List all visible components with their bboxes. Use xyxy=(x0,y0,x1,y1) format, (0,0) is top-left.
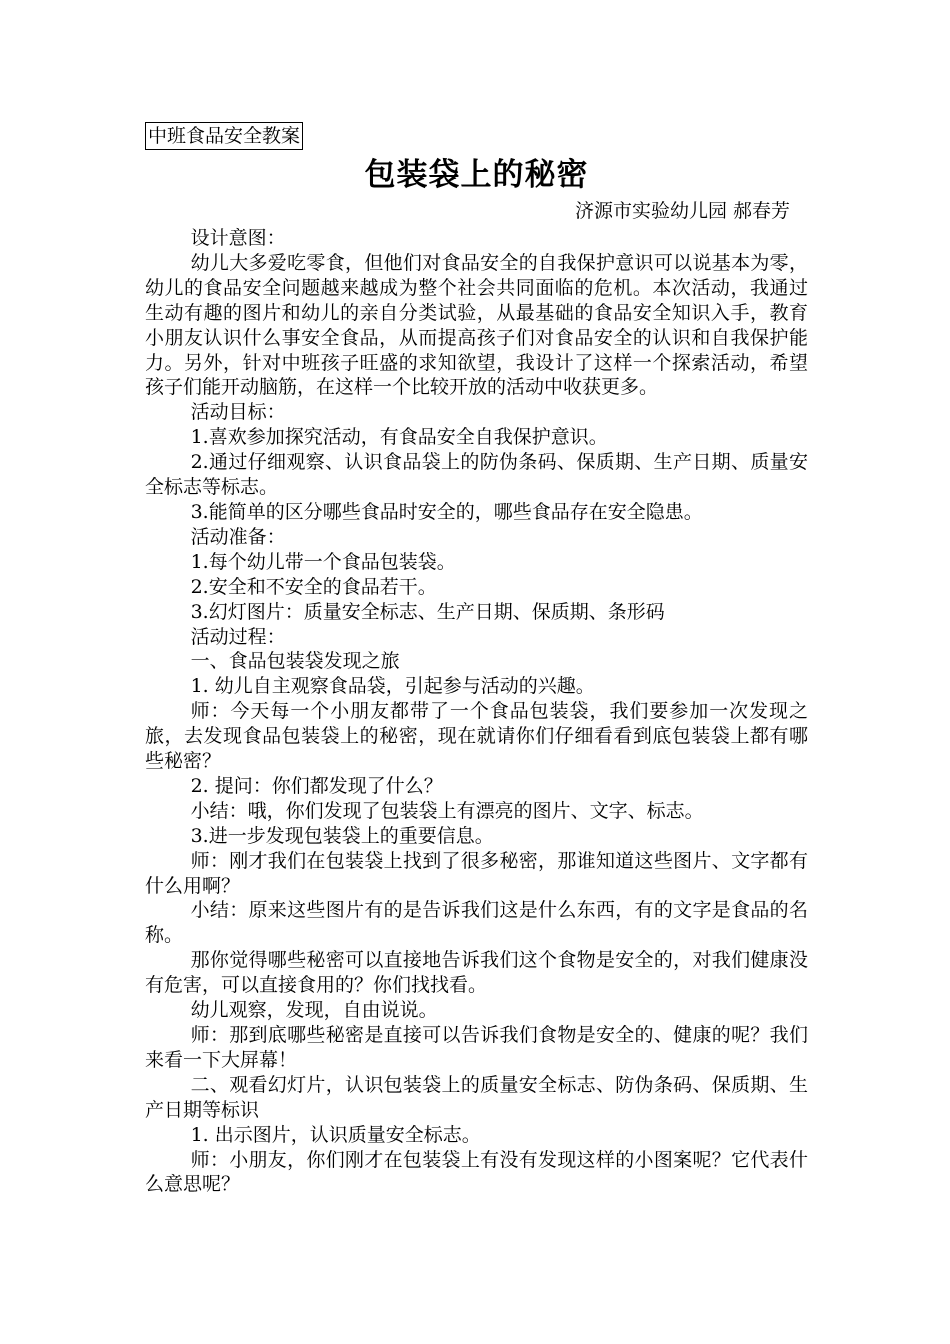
paragraph: 活动准备： xyxy=(190,525,286,548)
paragraph: 师：那到底哪些秘密是直接可以告诉我们食物是安全的、健康的呢？我们来看一下大屏幕！ xyxy=(145,1024,808,1071)
paragraph: 1. 幼儿自主观察食品袋，引起参与活动的兴趣。 xyxy=(190,675,595,698)
paragraph: 小结：原来这些图片有的是告诉我们这是什么东西，有的文字是食品的名称。 xyxy=(145,899,808,947)
paragraph: 3.能简单的区分哪些食品时安全的，哪些食品存在安全隐患。 xyxy=(190,500,703,523)
paragraph: 师：小朋友，你们刚才在包装袋上有没有发现这样的小图案呢？它代表什么意思呢？ xyxy=(145,1148,808,1196)
author-byline: 济源市实验幼儿园 郝春芳 xyxy=(574,200,790,222)
paragraph: 2.安全和不安全的食品若干。 xyxy=(190,575,437,598)
paragraph: 活动过程： xyxy=(190,625,286,648)
document-title: 包装袋上的秘密 xyxy=(364,157,589,193)
paragraph: 2. 提问：你们都发现了什么？ xyxy=(190,774,443,797)
document-page xyxy=(145,122,808,1197)
paragraph: 师：刚才我们在包装袋上找到了很多秘密，那谁知道这些图片、文字都有什么用啊？ xyxy=(145,849,808,897)
header-tag-line xyxy=(145,122,808,152)
paragraph: 3.进一步发现包装袋上的重要信息。 xyxy=(190,824,494,847)
paragraph: 1. 出示图片，认识质量安全标志。 xyxy=(190,1123,481,1146)
paragraph: 小结：哦，你们发现了包装袋上有漂亮的图片、文字、标志。 xyxy=(190,799,704,822)
paragraph: 那你觉得哪些秘密可以直接地告诉我们这个食物是安全的，对我们健康没有危害，可以直接食用的？你们找找看。 xyxy=(145,949,808,997)
paragraph: 3.幻灯图片：质量安全标志、生产日期、保质期、条形码 xyxy=(190,600,665,623)
paragraph: 一、食品包装袋发现之旅 xyxy=(190,650,400,673)
paragraph: 幼儿大多爱吃零食，但他们对食品安全的自我保护意识可以说基本为零，幼儿的食品安全问题越来越成为整个社会共同面临的危机。本次活动，我通过生动有趣的图片和幼儿的亲自分类试验，从最基础的食品安全知识入手，教育小朋友认识什么事安全食品，从而提高孩子们对食品安全的认识和自我保护能力。另外，针对中班孩子旺盛的求知欲望，我设计了这样一个探索活动，希望孩子们能开动脑筋，在这样一个比较开放的活动中收获更多。 xyxy=(145,251,808,399)
paragraph: 幼儿观察，发现，自由说说。 xyxy=(190,999,438,1022)
body-text xyxy=(145,226,808,1197)
paragraph: 2.通过仔细观察、认识食品袋上的防伪条码、保质期、生产日期、质量安全标志等标志。 xyxy=(145,451,808,499)
paragraph: 1.每个幼儿带一个食品包装袋。 xyxy=(190,550,456,573)
paragraph: 1.喜欢参加探究活动，有食品安全自我保护意识。 xyxy=(190,426,608,449)
paragraph: 设计意图： xyxy=(190,227,286,249)
document-category-tag: 中班食品安全教案 xyxy=(145,122,303,150)
paragraph: 活动目标： xyxy=(190,401,286,424)
paragraph: 二、观看幻灯片，认识包装袋上的质量安全标志、防伪条码、保质期、生产日期等标识 xyxy=(145,1073,808,1121)
paragraph: 师：今天每一个小朋友都带了一个食品包装袋，我们要参加一次发现之旅，去发现食品包装袋上的秘密，现在就请你们仔细看看到底包装袋上都有哪些秘密？ xyxy=(145,700,808,773)
